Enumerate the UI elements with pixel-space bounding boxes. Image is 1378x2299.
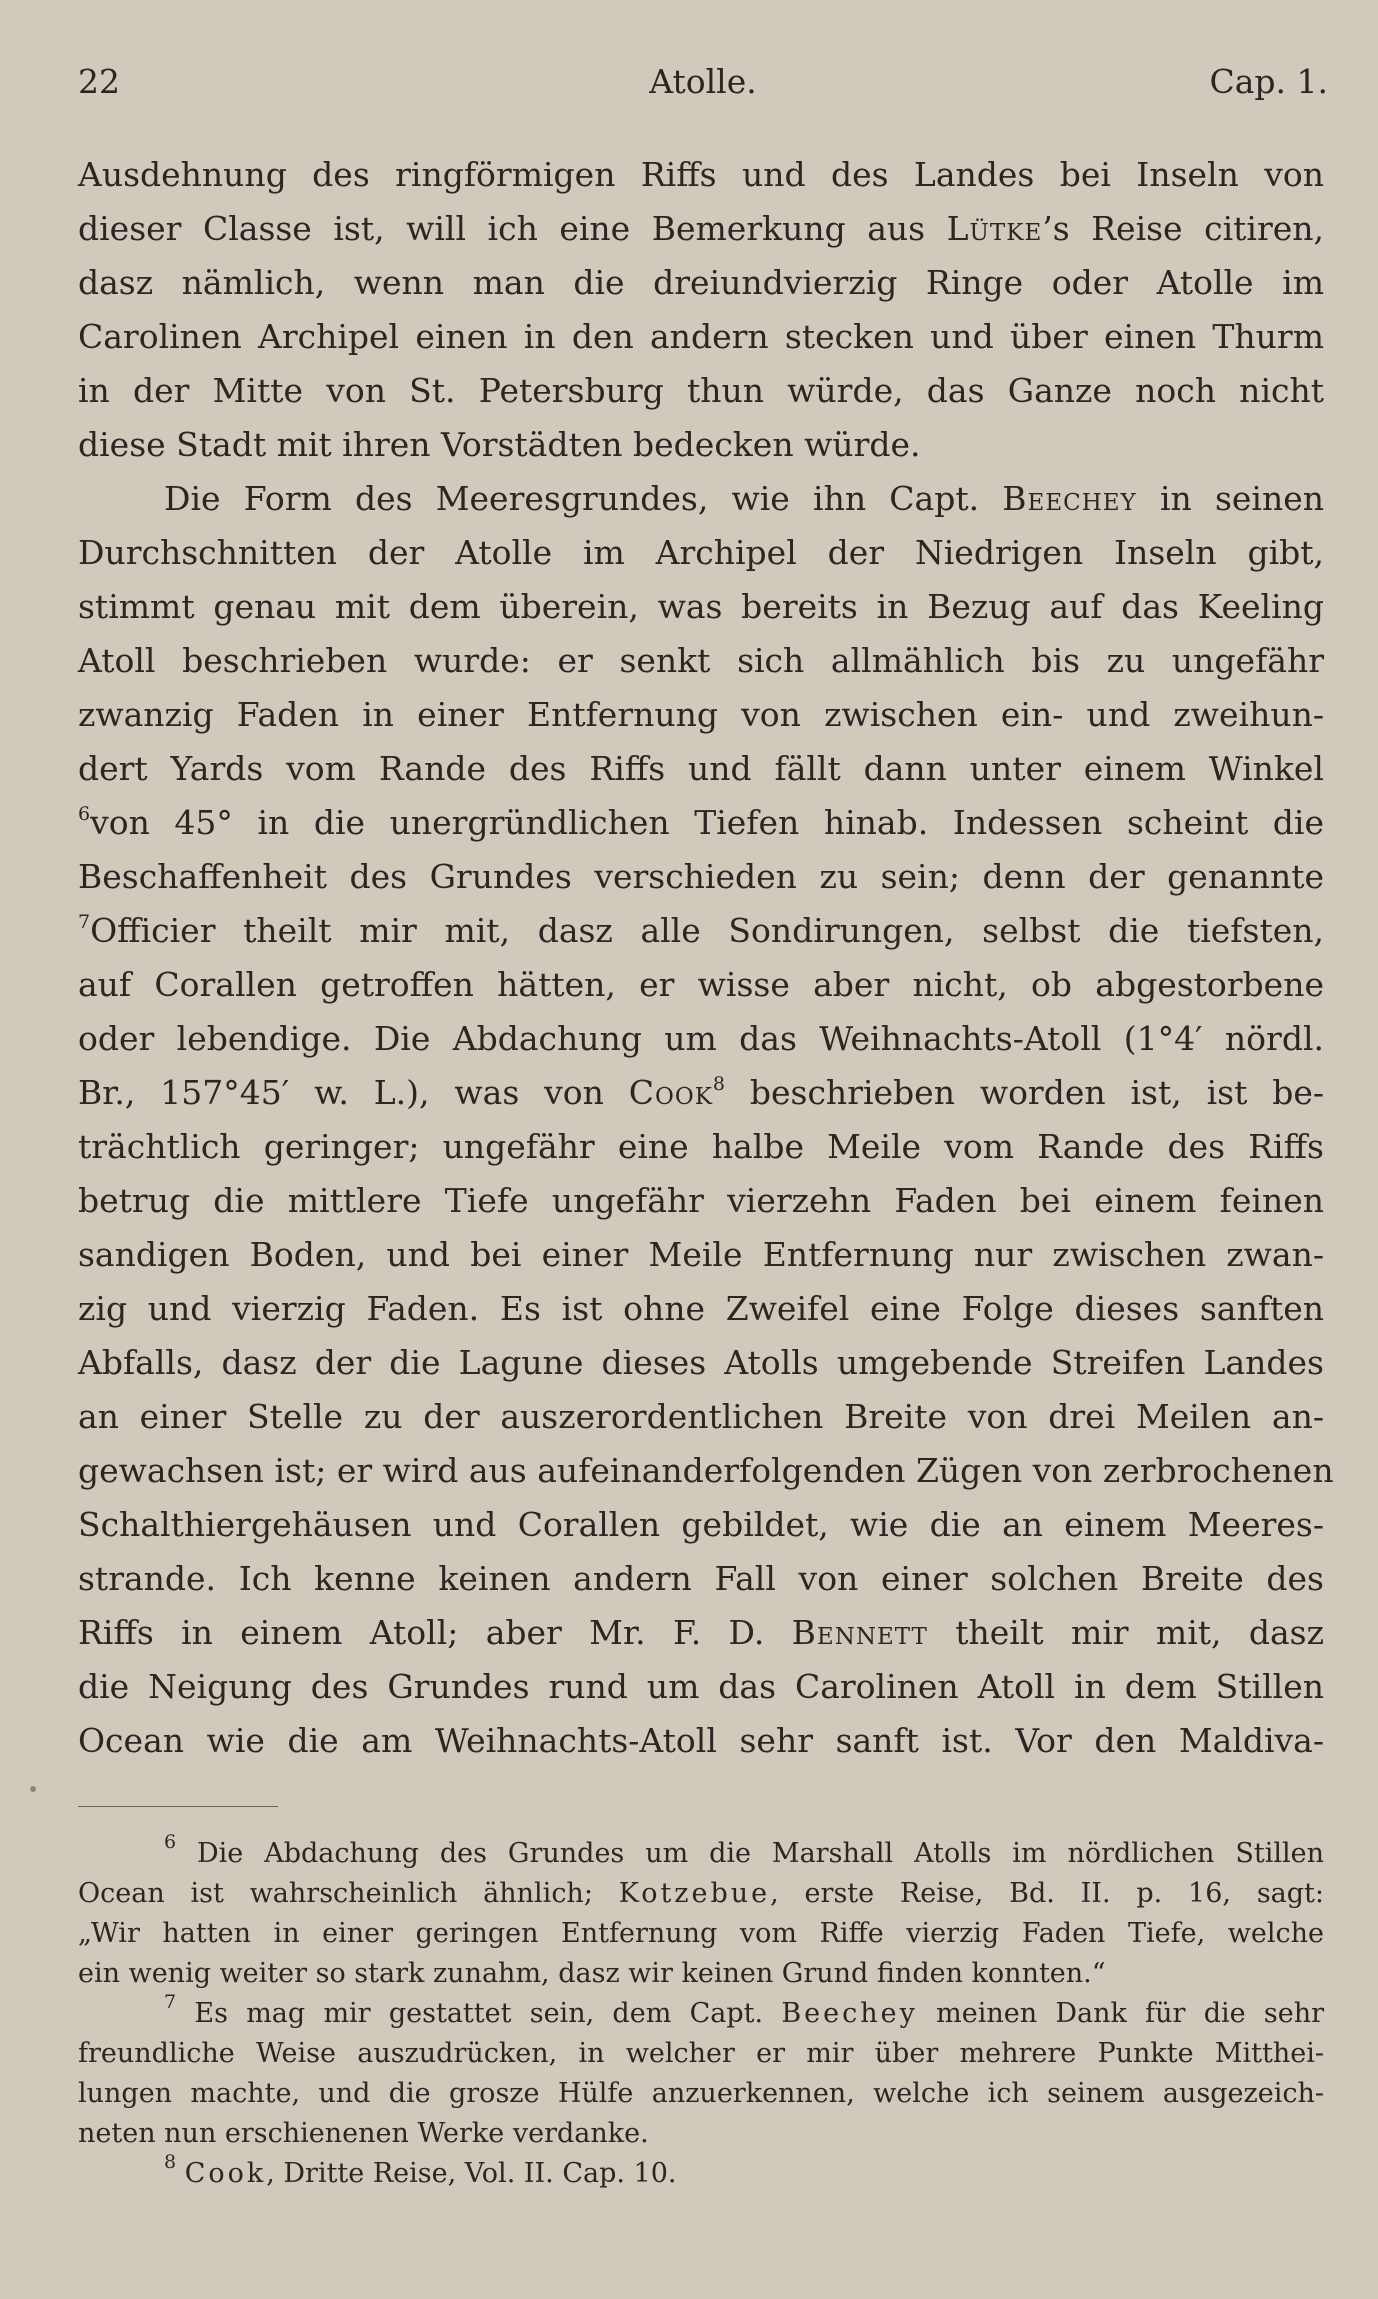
text-line: Abfalls, dasz der die Lagune dieses Atolls umgebende Streifen Landes	[78, 1343, 1324, 1382]
text-segment: beschrieben worden ist, ist be-	[725, 1073, 1324, 1112]
text-line: Beschaffenheit des Grundes verschieden zu sein; denn der genannte	[78, 857, 1324, 896]
spaced-name: Kotzebue	[618, 1878, 771, 1909]
text-line: dert Yards vom Rande des Riffs und fällt dann unter einem Winkel	[78, 749, 1324, 788]
chapter-label: Cap. 1.	[1209, 62, 1328, 101]
text-segment: Die Form des Meeresgrundes, wie ihn Capt.	[164, 479, 1003, 518]
running-header	[78, 62, 1328, 112]
text-segment: theilt mir mit, dasz	[927, 1613, 1324, 1652]
text-segment: Br., 157°45′ w. L.), was von	[78, 1073, 629, 1112]
text-segment: , Dritte Reise, Vol. II. Cap. 10.	[266, 2158, 677, 2189]
spaced-name: Beechey	[781, 1998, 918, 2029]
text-line: strande. Ich kenne keinen andern Fall von einer solchen Breite des	[78, 1559, 1324, 1598]
text-line	[78, 1606, 1324, 1660]
text-line: auf Corallen getroffen hätten, er wisse aber nicht, ob abgestorbene	[78, 965, 1324, 1004]
text-line: trächtlich geringer; ungefähr eine halbe Meile vom Rande des Riffs	[78, 1127, 1324, 1166]
text-line: Ocean wie die am Weihnachts-Atoll sehr sanft ist. Vor den Maldiva-	[78, 1721, 1324, 1760]
author-name: Beechey	[1002, 479, 1137, 518]
footnote-ref: 7	[164, 1990, 177, 2013]
footnote-ref: 6	[78, 802, 91, 825]
page-number: 22	[78, 62, 120, 101]
text-line: ein wenig weiter so stark zunahm, dasz wir keinen Grund finden konnten.“	[78, 1958, 1106, 1989]
text-line: stimmt genau mit dem überein, was bereits in Bezug auf das Keeling	[78, 587, 1324, 626]
text-segment: ’s Reise citiren,	[1042, 209, 1324, 248]
text-line: oder lebendige. Die Abdachung um das Weihnachts-Atoll (1°4′ nördl.	[78, 1019, 1324, 1058]
text-segment: Officier	[90, 911, 216, 950]
footnote-ref: 7	[78, 910, 91, 933]
text-line: freundliche Weise auszudrücken, in welcher er mir über mehrere Punkte Mitthei-	[78, 2038, 1324, 2069]
text-line	[78, 796, 1324, 850]
text-segment: theilt mir mit, dasz alle Sondirungen, selbst die tiefsten,	[215, 911, 1324, 950]
footnote-ref: 6	[164, 1830, 177, 1853]
text-line: neten nun erschienenen Werke verdanke.	[78, 2118, 649, 2149]
margin-speck	[30, 1786, 36, 1792]
body-text	[78, 148, 1334, 1768]
footnote-ref: 8	[712, 1072, 725, 1095]
author-name: Bennett	[791, 1613, 928, 1652]
footnote-ref: 8	[164, 2150, 177, 2173]
text-line	[78, 2150, 1324, 2194]
text-segment	[176, 2158, 185, 2189]
text-segment: dieser Classe ist, will ich eine Bemerkung aus	[78, 209, 947, 248]
text-line	[78, 1874, 1324, 1914]
text-line	[78, 472, 1324, 526]
text-line: dasz nämlich, wenn man die dreiundvierzig Ringe oder Atolle im	[78, 263, 1324, 302]
text-segment: , erste Reise, Bd. II. p. 16, sagt:	[770, 1878, 1324, 1909]
text-segment: von 45° in die unergründlichen Tiefen hinab	[90, 803, 918, 842]
text-segment: . Indessen scheint die	[917, 803, 1324, 842]
author-name: Lütke	[946, 209, 1043, 248]
footnotes	[78, 1830, 1324, 2194]
text-line: sandigen Boden, und bei einer Meile Entfernung nur zwischen zwan-	[78, 1235, 1324, 1274]
footnote-rule	[78, 1806, 278, 1807]
text-line: lungen machte, und die grosze Hülfe anzuerkennen, welche ich seinem ausgezeich-	[78, 2078, 1324, 2109]
text-line	[78, 1990, 1324, 2034]
text-line: Schalthiergehäusen und Corallen gebildet, wie die an einem Meeres-	[78, 1505, 1324, 1544]
text-segment: meinen Dank für die sehr	[917, 1998, 1324, 2029]
text-line: „Wir hatten in einer geringen Entfernung vom Riffe vierzig Faden Tiefe, welche	[78, 1918, 1324, 1949]
text-line: in der Mitte von St. Petersburg thun würde, das Ganze noch nicht	[78, 371, 1324, 410]
text-line	[78, 904, 1324, 958]
text-line	[78, 202, 1324, 256]
text-line: an einer Stelle zu der auszerordentlichen Breite von drei Meilen an-	[78, 1397, 1324, 1436]
text-segment: Es mag mir gestattet sein, dem Capt.	[176, 1998, 782, 2029]
text-line: die Neigung des Grundes rund um das Carolinen Atoll in dem Stillen	[78, 1667, 1324, 1706]
text-line: Durchschnitten der Atolle im Archipel der Niedrigen Inseln gibt,	[78, 533, 1324, 572]
author-name: Cook	[628, 1073, 713, 1112]
text-line: diese Stadt mit ihren Vorstädten bedecken würde.	[78, 425, 921, 464]
text-line: zig und vierzig Faden. Es ist ohne Zweifel eine Folge dieses sanften	[78, 1289, 1324, 1328]
text-segment: in seinen	[1136, 479, 1324, 518]
text-line: betrug die mittlere Tiefe ungefähr vierzehn Faden bei einem feinen	[78, 1181, 1324, 1220]
running-title: Atolle.	[649, 62, 757, 101]
text-line	[78, 1830, 1324, 1874]
text-line: Carolinen Archipel einen in den andern stecken und über einen Thurm	[78, 317, 1324, 356]
text-line: Ausdehnung des ringförmigen Riffs und des Landes bei Inseln von	[78, 155, 1324, 194]
text-segment: Ocean ist wahrscheinlich ähnlich;	[78, 1878, 619, 1909]
text-line: gewachsen ist; er wird aus aufeinanderfolgenden Zügen von zerbrochenen	[78, 1451, 1334, 1490]
text-line: zwanzig Faden in einer Entfernung von zwischen ein- und zweihun-	[78, 695, 1324, 734]
text-line: Atoll beschrieben wurde: er senkt sich allmählich bis zu ungefähr	[78, 641, 1324, 680]
text-segment: Riffs in einem Atoll; aber Mr. F. D.	[78, 1613, 792, 1652]
spaced-name: Cook	[184, 2158, 267, 2189]
text-line	[78, 1066, 1324, 1120]
text-segment: Die Abdachung des Grundes um die Marshall Atolls im nördlichen Stillen	[176, 1838, 1324, 1869]
